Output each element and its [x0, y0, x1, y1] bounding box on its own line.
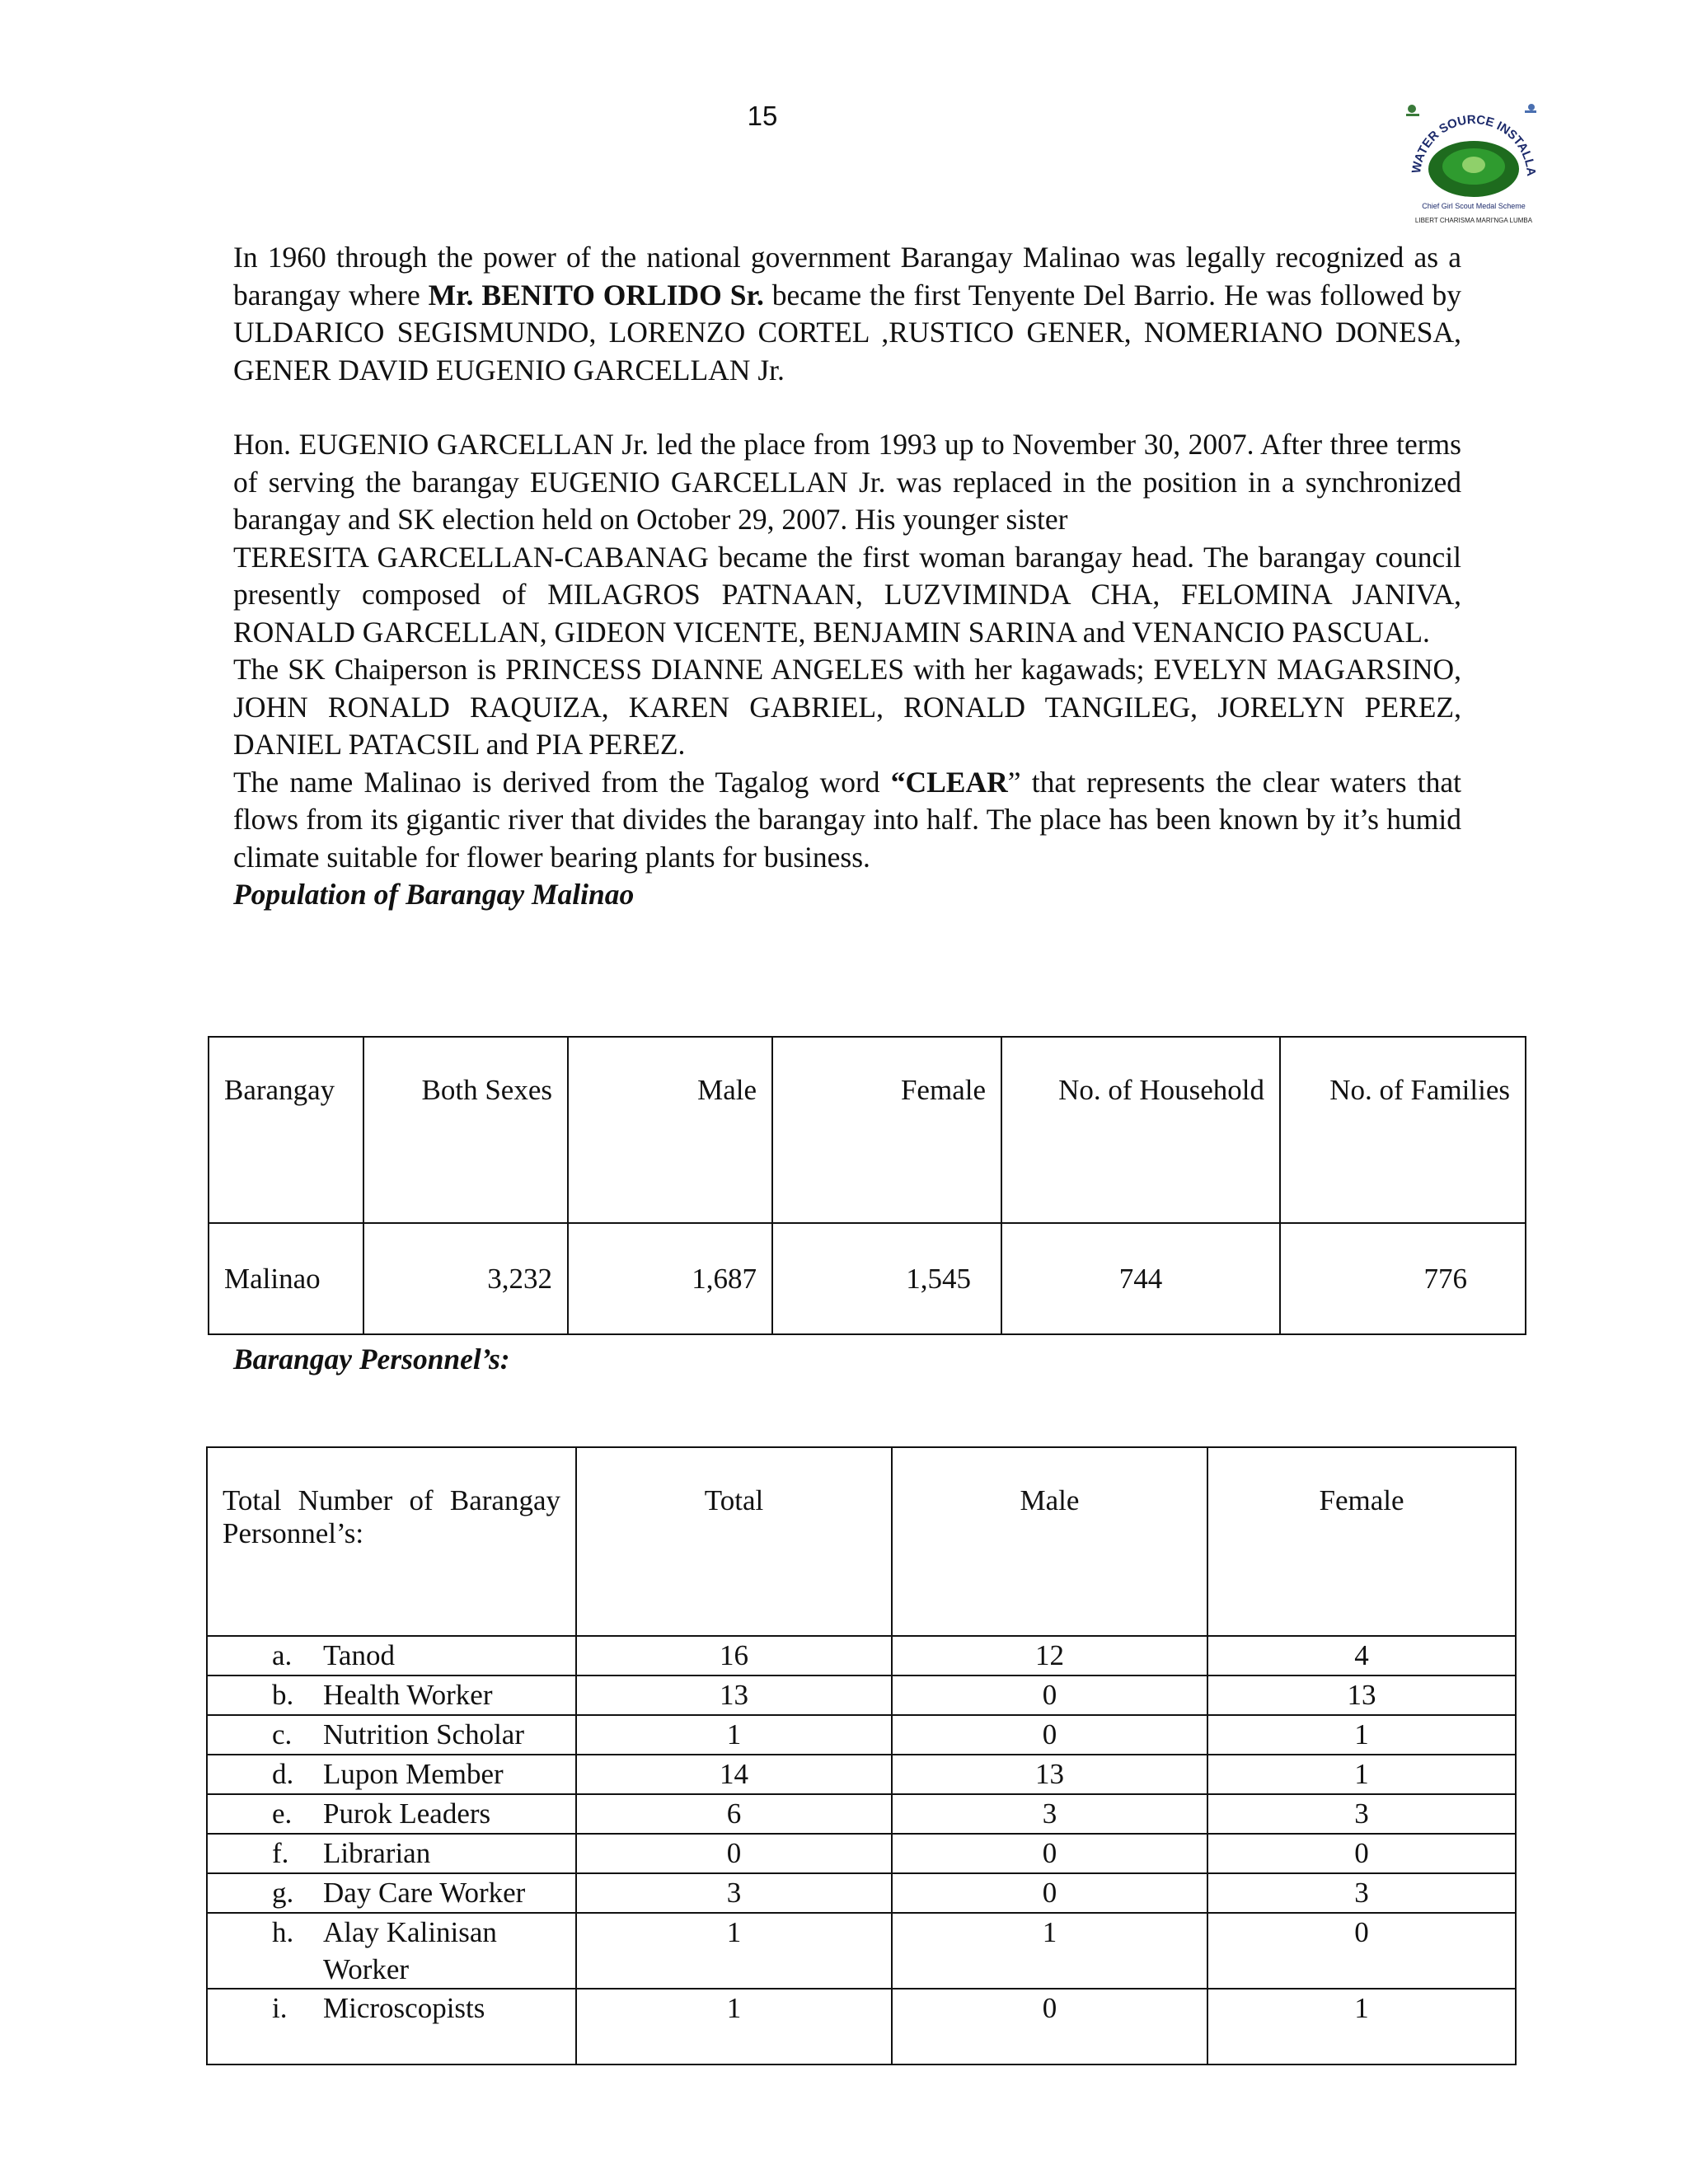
cell-category [207, 1913, 576, 1989]
population-header-row [209, 1037, 1526, 1223]
table-row [207, 1834, 1516, 1873]
logo-arc-text: WATER SOURCE INSTALLA [1409, 112, 1539, 176]
header-families: No. of Families [1280, 1037, 1526, 1223]
cell-male: 0 [892, 1715, 1207, 1755]
header-barangay: Barangay [209, 1037, 363, 1223]
table-row [207, 1989, 1516, 2064]
cell-male: 1,687 [568, 1223, 772, 1334]
page-number: 15 [747, 101, 778, 131]
table-row [207, 1755, 1516, 1794]
paragraph-4: The SK Chaiperson is PRINCESS DIANNE ANGELES with her kagawads; EVELYN MAGARSINO, JOHN RONALD RAQUIZA, KAREN GABRIEL, RONALD TANGILEG, JORELYN PEREZ, DANIEL PATACSIL and PIA PEREZ. [233, 653, 1461, 761]
cell-male: 0 [892, 1989, 1207, 2064]
paragraph-3: TERESITA GARCELLAN-CABANAG became the first woman barangay head. The barangay council presently composed of MILAGROS PATNAAN, LUZVIMINDA CHA, FELOMINA JANIVA, RONALD GARCELLAN, GIDEON VICENTE, BENJAMIN SARINA and VENANCIO PASCUAL. [233, 540, 1461, 649]
cell-category [207, 1834, 576, 1873]
category-letter: c. [272, 1718, 293, 1750]
logo-bottom-text: LIBERT CHARISMA MARI'NGA LUMBA [1414, 217, 1533, 224]
cell-total: 1 [576, 1989, 892, 2064]
cell-category [207, 1675, 576, 1715]
category-letter: e. [272, 1797, 293, 1830]
logo-center-text: Chief Girl Scout Medal Scheme [1422, 202, 1526, 210]
table-row [209, 1223, 1526, 1334]
cell-total: 0 [576, 1834, 892, 1873]
category-letter: a. [272, 1639, 293, 1671]
cell-female: 1,545 [772, 1223, 1001, 1334]
header-female: Female [772, 1037, 1001, 1223]
cell-female: 1 [1207, 1989, 1516, 2064]
cell-female: 0 [1207, 1834, 1516, 1873]
category-letter: d. [272, 1758, 294, 1790]
cell-female: 1 [1207, 1715, 1516, 1755]
cell-female: 3 [1207, 1873, 1516, 1913]
personnel-header-row [207, 1447, 1516, 1636]
cell-category [207, 1989, 576, 2064]
cell-female: 1 [1207, 1755, 1516, 1794]
category-letter: b. [272, 1679, 294, 1711]
header-household: No. of Household [1001, 1037, 1280, 1223]
cell-male: 3 [892, 1794, 1207, 1834]
cell-total: 16 [576, 1636, 892, 1675]
table-row [207, 1913, 1516, 1989]
table-row [207, 1794, 1516, 1834]
header-both-sexes: Both Sexes [363, 1037, 568, 1223]
header-female: Female [1207, 1447, 1516, 1636]
category-name: Tanod [323, 1639, 395, 1671]
population-caption: Population of Barangay Malinao [233, 878, 635, 911]
table-row [207, 1675, 1516, 1715]
paragraph-2: Hon. EUGENIO GARCELLAN Jr. led the place from 1993 up to November 30, 2007. After three terms of serving the barangay EUGENIO GARCELLAN Jr. was replaced in the position in a synchronized barangay and SK election held on October 29, 2007. His younger sister [233, 428, 1461, 536]
paragraph-5: The name Malinao is derived from the Tagalog word “CLEAR” that represents the clear waters that flows from its gigantic river that divides the barangay into half. The place has been known by it’s humid climate suitable for flower bearing plants for business. [233, 765, 1461, 874]
cell-total: 1 [576, 1913, 892, 1989]
category-letter: f. [272, 1837, 289, 1869]
logo-emblem-icon [1391, 99, 1552, 231]
table-row [207, 1636, 1516, 1675]
category-name: Alay Kalinisan Worker [323, 1916, 497, 1985]
history-text [233, 239, 1461, 914]
category-letter: h. [272, 1916, 294, 1948]
table-row [207, 1715, 1516, 1755]
cell-male: 13 [892, 1755, 1207, 1794]
cell-total: 14 [576, 1755, 892, 1794]
category-name: Health Worker [323, 1679, 493, 1711]
cell-male: 0 [892, 1834, 1207, 1873]
cell-female: 3 [1207, 1794, 1516, 1834]
cell-female: 13 [1207, 1675, 1516, 1715]
cell-household: 744 [1001, 1223, 1280, 1334]
header-male: Male [568, 1037, 772, 1223]
category-name: Nutrition Scholar [323, 1718, 524, 1750]
cell-male: 12 [892, 1636, 1207, 1675]
cell-male: 0 [892, 1873, 1207, 1913]
category-letter: g. [272, 1877, 294, 1909]
cell-male: 0 [892, 1675, 1207, 1715]
personnel-caption: Barangay Personnel’s: [233, 1343, 510, 1376]
category-name: Purok Leaders [323, 1797, 491, 1830]
category-name: Microscopists [323, 1992, 485, 2024]
cell-female: 4 [1207, 1636, 1516, 1675]
table-row [207, 1873, 1516, 1913]
paragraph-1: In 1960 through the power of the national government Barangay Malinao was legally recognized as a barangay where Mr. BENITO ORLIDO Sr. became the first Tenyente Del Barrio. He was followed by ULDARICO SEGISMUNDO, LORENZO CORTEL ,RUSTICO GENER, NOMERIANO DONESA, GENER DAVID EUGENIO GARCELLAN Jr. [233, 241, 1461, 387]
cell-barangay: Malinao [209, 1223, 363, 1334]
population-table [208, 1036, 1526, 1335]
personnel-table [206, 1446, 1517, 2065]
header-total: Total [576, 1447, 892, 1636]
cell-families: 776 [1280, 1223, 1526, 1334]
cell-category [207, 1794, 576, 1834]
header-male: Male [892, 1447, 1207, 1636]
cell-female: 0 [1207, 1913, 1516, 1989]
header-total-personnel: Total Number of Barangay Personnel’s: [207, 1447, 576, 1636]
category-letter: i. [272, 1992, 288, 2024]
category-name: Day Care Worker [323, 1877, 526, 1909]
cell-total: 13 [576, 1675, 892, 1715]
cell-total: 6 [576, 1794, 892, 1834]
cell-category [207, 1636, 576, 1675]
cell-category [207, 1715, 576, 1755]
cell-male: 1 [892, 1913, 1207, 1989]
category-name: Lupon Member [323, 1758, 504, 1790]
water-source-installation-logo [1391, 99, 1552, 231]
cell-total: 3 [576, 1873, 892, 1913]
category-name: Librarian [323, 1837, 431, 1869]
cell-total: 1 [576, 1715, 892, 1755]
cell-category [207, 1755, 576, 1794]
cell-both-sexes: 3,232 [363, 1223, 568, 1334]
cell-category [207, 1873, 576, 1913]
